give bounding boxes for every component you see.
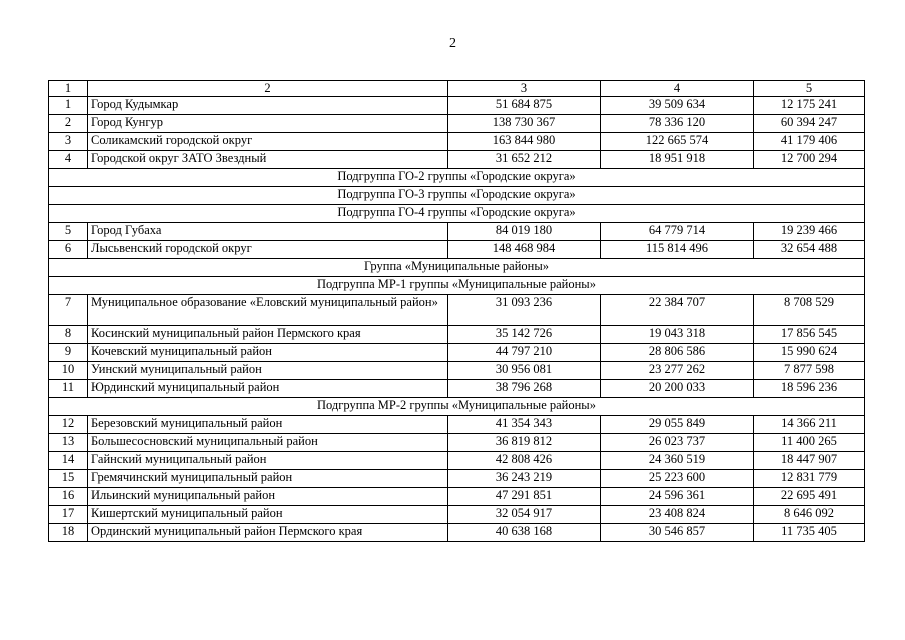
value-col-5: 18 596 236 [754,380,865,398]
value-col-4: 18 951 918 [601,151,754,169]
table-row [49,362,865,380]
value-col-5: 12 175 241 [754,97,865,115]
entity-name: Березовский муниципальный район [88,416,448,434]
entity-name: Город Кунгур [88,115,448,133]
row-number: 3 [49,133,88,151]
entity-name: Большесосновский муниципальный район [88,434,448,452]
value-col-4: 26 023 737 [601,434,754,452]
value-col-4: 19 043 318 [601,326,754,344]
value-col-4: 24 360 519 [601,452,754,470]
entity-name: Косинский муниципальный район Пермского края [88,326,448,344]
table-body [49,81,865,542]
value-col-3: 163 844 980 [448,133,601,151]
row-number: 10 [49,362,88,380]
group-heading: Подгруппа ГО-4 группы «Городские округа» [49,205,865,223]
value-col-3: 41 354 343 [448,416,601,434]
value-col-5: 19 239 466 [754,223,865,241]
column-header: 3 [448,81,601,97]
table-header-row [49,81,865,97]
value-col-4: 22 384 707 [601,295,754,326]
value-col-3: 47 291 851 [448,488,601,506]
row-number: 17 [49,506,88,524]
entity-name: Городской округ ЗАТО Звездный [88,151,448,169]
value-col-4: 122 665 574 [601,133,754,151]
row-number: 5 [49,223,88,241]
value-col-4: 64 779 714 [601,223,754,241]
value-col-3: 42 808 426 [448,452,601,470]
entity-name: Кишертский муниципальный район [88,506,448,524]
row-number: 16 [49,488,88,506]
column-header: 2 [88,81,448,97]
value-col-5: 14 366 211 [754,416,865,434]
value-col-4: 78 336 120 [601,115,754,133]
entity-name: Город Губаха [88,223,448,241]
group-heading-row [49,259,865,277]
value-col-5: 22 695 491 [754,488,865,506]
value-col-4: 20 200 033 [601,380,754,398]
table-row [49,326,865,344]
value-col-3: 84 019 180 [448,223,601,241]
value-col-4: 24 596 361 [601,488,754,506]
entity-name: Юрдинский муниципальный район [88,380,448,398]
entity-name: Гайнский муниципальный район [88,452,448,470]
value-col-3: 51 684 875 [448,97,601,115]
table-row [49,133,865,151]
table-row [49,434,865,452]
row-number: 6 [49,241,88,259]
value-col-3: 44 797 210 [448,344,601,362]
value-col-4: 28 806 586 [601,344,754,362]
entity-name: Ординский муниципальный район Пермского края [88,524,448,542]
value-col-3: 36 243 219 [448,470,601,488]
value-col-3: 138 730 367 [448,115,601,133]
group-heading-row [49,187,865,205]
group-heading: Группа «Муниципальные районы» [49,259,865,277]
table-row [49,115,865,133]
table-row [49,344,865,362]
row-number: 15 [49,470,88,488]
group-heading-row [49,277,865,295]
value-col-5: 7 877 598 [754,362,865,380]
row-number: 2 [49,115,88,133]
value-col-5: 11 400 265 [754,434,865,452]
row-number: 12 [49,416,88,434]
table-row [49,223,865,241]
group-heading-row [49,205,865,223]
table-row [49,524,865,542]
table-row [49,380,865,398]
column-header: 1 [49,81,88,97]
table-row [49,151,865,169]
entity-name: Гремячинский муниципальный район [88,470,448,488]
value-col-3: 148 468 984 [448,241,601,259]
group-heading: Подгруппа МР-2 группы «Муниципальные районы» [49,398,865,416]
value-col-5: 18 447 907 [754,452,865,470]
value-col-5: 32 654 488 [754,241,865,259]
row-number: 8 [49,326,88,344]
value-col-5: 60 394 247 [754,115,865,133]
entity-name: Ильинский муниципальный район [88,488,448,506]
value-col-4: 23 277 262 [601,362,754,380]
group-heading-row [49,398,865,416]
row-number: 13 [49,434,88,452]
row-number: 4 [49,151,88,169]
group-heading: Подгруппа ГО-2 группы «Городские округа» [49,169,865,187]
table-row [49,295,865,326]
value-col-4: 115 814 496 [601,241,754,259]
value-col-5: 11 735 405 [754,524,865,542]
row-number: 7 [49,295,88,326]
value-col-5: 12 831 779 [754,470,865,488]
value-col-5: 41 179 406 [754,133,865,151]
entity-name: Уинский муниципальный район [88,362,448,380]
row-number: 18 [49,524,88,542]
value-col-3: 30 956 081 [448,362,601,380]
entity-name: Кочевский муниципальный район [88,344,448,362]
entity-name: Муниципальное образование «Еловский муниципальный район» [88,295,448,326]
value-col-5: 8 708 529 [754,295,865,326]
data-table [48,80,865,542]
value-col-4: 30 546 857 [601,524,754,542]
value-col-3: 31 652 212 [448,151,601,169]
value-col-3: 31 093 236 [448,295,601,326]
value-col-3: 40 638 168 [448,524,601,542]
column-header: 4 [601,81,754,97]
row-number: 9 [49,344,88,362]
table-row [49,488,865,506]
value-col-5: 12 700 294 [754,151,865,169]
group-heading: Подгруппа МР-1 группы «Муниципальные районы» [49,277,865,295]
table-row [49,452,865,470]
group-heading-row [49,169,865,187]
row-number: 1 [49,97,88,115]
column-header: 5 [754,81,865,97]
value-col-3: 35 142 726 [448,326,601,344]
table-row [49,241,865,259]
entity-name: Соликамский городской округ [88,133,448,151]
value-col-4: 25 223 600 [601,470,754,488]
value-col-4: 39 509 634 [601,97,754,115]
row-number: 14 [49,452,88,470]
page-number: 2 [449,36,456,51]
value-col-5: 17 856 545 [754,326,865,344]
entity-name: Лысьвенский городской округ [88,241,448,259]
value-col-5: 15 990 624 [754,344,865,362]
row-number: 11 [49,380,88,398]
table-row [49,416,865,434]
entity-name: Город Кудымкар [88,97,448,115]
value-col-4: 29 055 849 [601,416,754,434]
value-col-4: 23 408 824 [601,506,754,524]
table-row [49,506,865,524]
group-heading: Подгруппа ГО-3 группы «Городские округа» [49,187,865,205]
value-col-3: 32 054 917 [448,506,601,524]
value-col-3: 36 819 812 [448,434,601,452]
value-col-3: 38 796 268 [448,380,601,398]
table-row [49,97,865,115]
table-row [49,470,865,488]
value-col-5: 8 646 092 [754,506,865,524]
